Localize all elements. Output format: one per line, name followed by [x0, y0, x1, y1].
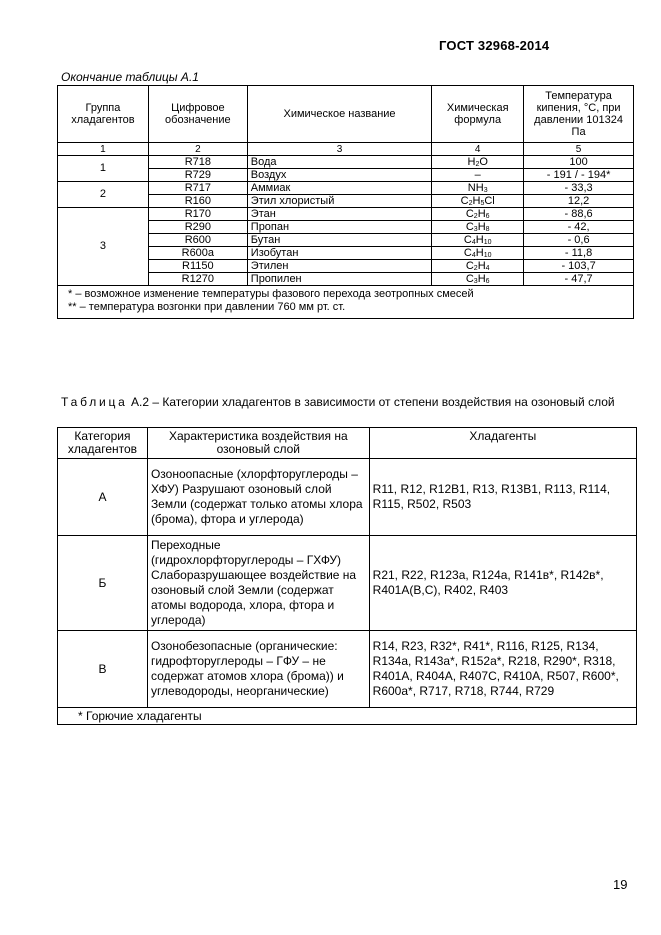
note-1: * – возможное изменение температуры фазового перехода зеотропных смесей [68, 288, 474, 300]
formula-cell: $NH_3$ [432, 182, 524, 195]
table-row [58, 459, 637, 536]
code-cell: R160 [148, 195, 247, 208]
header-category: Категория хладагентов [58, 428, 148, 459]
col-number: 4 [432, 143, 524, 156]
table1-body [58, 156, 634, 286]
name-cell: Вода [247, 156, 431, 169]
formula-cell: $C_3H_6$ [432, 273, 524, 286]
name-cell: Воздух [247, 169, 431, 182]
table2-footnote: * Горючие хладагенты [58, 708, 637, 725]
table-row [58, 631, 637, 708]
temp-cell: - 42, [524, 221, 634, 234]
code-cell: R1270 [148, 273, 247, 286]
code-cell: R600a [148, 247, 247, 260]
header-characteristic: Характеристика воздействия на озоновый слой [147, 428, 369, 459]
formula-cell: $C_2H_4$ [432, 260, 524, 273]
header-refrigerants: Хладагенты [369, 428, 636, 459]
formula-cell: $C_2H_6$ [432, 208, 524, 221]
header-formula: Химическая формула [432, 86, 524, 143]
table-a1 [57, 85, 634, 319]
temp-cell: - 0,6 [524, 234, 634, 247]
formula-cell: – [432, 169, 524, 182]
table1-caption: Окончание таблицы А.1 [61, 70, 199, 84]
temp-cell: - 191 / - 194* [524, 169, 634, 182]
group-cell: 2 [58, 182, 149, 208]
name-cell: Пропилен [247, 273, 431, 286]
name-cell: Этил хлористый [247, 195, 431, 208]
temp-cell: - 47,7 [524, 273, 634, 286]
code-cell: R600 [148, 234, 247, 247]
temp-cell: 12,2 [524, 195, 634, 208]
group-cell: 1 [58, 156, 149, 182]
table-row [58, 208, 634, 221]
temp-cell: - 33,3 [524, 182, 634, 195]
note-2: ** – температура возгонки при давлении 760 мм рт. ст. [68, 301, 346, 313]
formula-cell: $C_2H_5Cl$ [432, 195, 524, 208]
characteristic-cell: Озонобезопасные (органические: гидрофторуглероды – ГФУ – не содержат атомов хлора (брома)) и углеводороды, неорганические) [147, 631, 369, 708]
table2-caption-text: А.2 – Категории хладагентов в зависимости от степени воздействия на озоновый слой [127, 395, 615, 409]
code-cell: R1150 [148, 260, 247, 273]
code-cell: R729 [148, 169, 247, 182]
header-name: Химическое название [247, 86, 431, 143]
refrigerants-cell: R14, R23, R32*, R41*, R116, R125, R134, R134a, R143a*, R152a*, R218, R290*, R318, R401A, R404A, R407C, R410A, R507, R600*, R600a*, R717, R718, R744, R729 [369, 631, 636, 708]
group-cell: 3 [58, 208, 149, 286]
characteristic-cell: Переходные (гидрохлорфторуглероды – ГХФУ) Слаборазрушающее воздействие на озоновый слой Земли (содержат атомы водорода, хлора, фтора и углерода) [147, 536, 369, 631]
category-cell: А [58, 459, 148, 536]
code-cell: R718 [148, 156, 247, 169]
name-cell: Аммиак [247, 182, 431, 195]
table-row [58, 536, 637, 631]
code-cell: R290 [148, 221, 247, 234]
table2-caption-label: Таблица [61, 395, 128, 409]
name-cell: Этан [247, 208, 431, 221]
formula-cell: $C_4H_{10}$ [432, 247, 524, 260]
code-cell: R170 [148, 208, 247, 221]
name-cell: Бутан [247, 234, 431, 247]
temp-cell: - 103,7 [524, 260, 634, 273]
header-temp: Температура кипения, °С, при давлении 101324 Па [524, 86, 634, 143]
header-code: Цифровое обозначение [148, 86, 247, 143]
table1-notes [58, 286, 634, 319]
category-cell: В [58, 631, 148, 708]
col-number: 3 [247, 143, 431, 156]
col-number: 1 [58, 143, 149, 156]
table2-caption [61, 395, 627, 409]
refrigerants-cell: R11, R12, R12B1, R13, R13B1, R113, R114, R115, R502, R503 [369, 459, 636, 536]
table-row [58, 182, 634, 195]
table-row [58, 156, 634, 169]
name-cell: Изобутан [247, 247, 431, 260]
temp-cell: 100 [524, 156, 634, 169]
header-group: Группа хладагентов [58, 86, 149, 143]
name-cell: Этилен [247, 260, 431, 273]
temp-cell: - 88,6 [524, 208, 634, 221]
name-cell: Пропан [247, 221, 431, 234]
refrigerants-cell: R21, R22, R123a, R124a, R141в*, R142в*, R401A(B,C), R402, R403 [369, 536, 636, 631]
formula-cell: $C_4H_{10}$ [432, 234, 524, 247]
formula-cell: $H_2O$ [432, 156, 524, 169]
temp-cell: - 11,8 [524, 247, 634, 260]
col-number: 5 [524, 143, 634, 156]
characteristic-cell: Озоноопасные (хлорфторуглероды – ХФУ) Разрушают озоновый слой Земли (содержат только атомы хлора (брома), фтора и углерода) [147, 459, 369, 536]
document-code: ГОСТ 32968-2014 [439, 38, 550, 53]
code-cell: R717 [148, 182, 247, 195]
col-number: 2 [148, 143, 247, 156]
table-a2 [57, 427, 637, 725]
formula-cell: $C_3H_8$ [432, 221, 524, 234]
page-number: 19 [613, 877, 628, 892]
category-cell: Б [58, 536, 148, 631]
